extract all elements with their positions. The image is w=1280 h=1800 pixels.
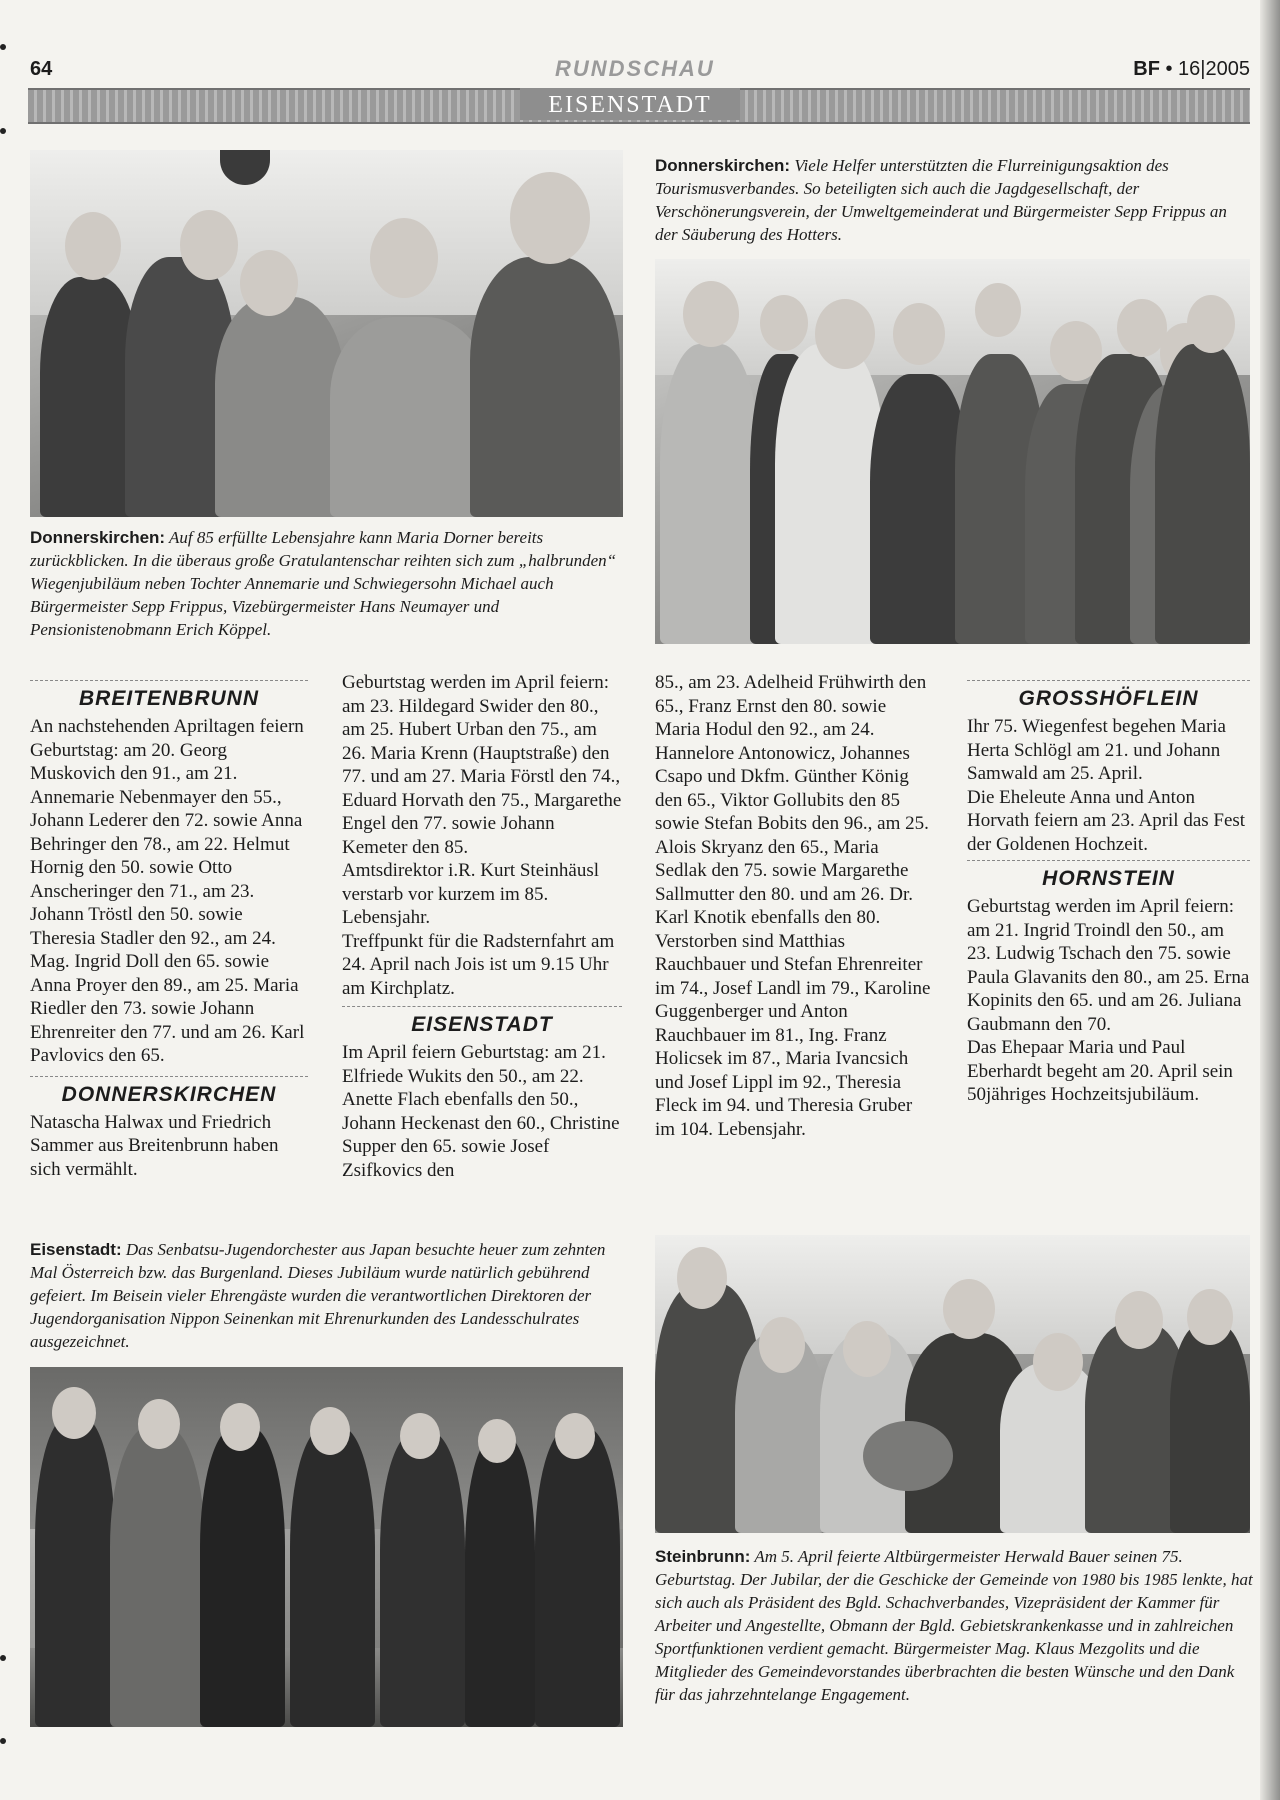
column-1 [30, 680, 308, 1181]
column-2 [342, 671, 622, 1182]
caption-place: Donnerskirchen: [30, 528, 166, 547]
article-donnerskirchen: Natascha Halwax und Friedrich Sammer aus Breitenbrunn haben sich vermählt. [30, 1111, 279, 1180]
photo-birthday-group [30, 150, 623, 517]
article-text: 85., am 23. Adelheid Frühwirth den 65., Franz Ernst den 80. sowie Maria Hodul den 92., am 24. Hannelore Antonowicz, Johannes Csapo und Dkfm. Günther König den 65., Viktor Gollubits den 85 sowie Stefan Bobits den 96., am 25. Alois Skryanz den 65., Maria Sedlak den 75. sowie Margarethe Sallmutter den 80. und am 26. Dr. Karl Knotik ebenfalls den 80. [655, 672, 929, 928]
caption-place: Donnerskirchen: [655, 156, 791, 175]
margin-mark [0, 1738, 6, 1744]
margin-mark [0, 44, 6, 50]
column-3 [655, 671, 933, 1141]
article-text: Treffpunkt für die Radsternfahrt am 24. April nach Jois ist um 9.15 Uhr am Kirchplatz. [342, 930, 615, 999]
caption-steinbrunn [655, 1545, 1255, 1706]
column-4 [967, 680, 1250, 1107]
caption-text: Am 5. April feierte Altbürgermeister Herwald Bauer seinen 75. Geburtstag. Der Jubilar, der die Geschicke der Gemeinde von 1980 bis 1985 lenkte, hat sich auch als Präsident des Bgld. Schachverbandes, Vizepräsident der Kammer für Arbeiter und Angestellte, Obmann der Bgld. Gebietskrankenkasse und in zahlreichen Sportfunktionen verdient gemacht. Bürgermeister Mag. Klaus Mezgolits und die Mitglieder des Gemeindevorstandes überbrachten die besten Wünsche und den Dank für das jahrzehntelange Engagement. [655, 1547, 1253, 1704]
caption-cleanup [655, 154, 1250, 246]
section-title-hornstein: HORNSTEIN [967, 860, 1250, 895]
caption-birthday [30, 526, 630, 641]
caption-orchestra [30, 1238, 630, 1353]
article-eisenstadt: Im April feiern Geburtstag: am 21. Elfriede Wukits den 50., am 22. Anette Flach ebenfalls den 50., Johann Heckenast den 60., Christine Supper den 65. sowie Josef Zsifkovics den [342, 1042, 620, 1181]
photo-orchestra-awards [30, 1367, 623, 1727]
photo-cleanup-volunteers [655, 259, 1250, 644]
page-binding-shadow [1260, 0, 1280, 1800]
section-title-grosshoflein: GROSSHÖFLEIN [967, 680, 1250, 715]
article-text: Die Eheleute Anna und Anton Horvath feiern am 23. April das Fest der Goldenen Hochzeit. [967, 786, 1246, 855]
caption-text: Das Senbatsu-Jugendorchester aus Japan besuchte heuer zum zehnten Mal Österreich bzw. das Burgenland. Dieses Jubiläum wurde natürlich gebührend gefeiert. Im Beisein vieler Ehrengäste wurden die verantwortlichen Direktoren der Jugendorganisation Nippon Seinenkan mit Ehrenurkunden des Landesschulrates ausgezeichnet. [30, 1240, 606, 1351]
article-text: Amtsdirektor i.R. Kurt Steinhäusl verstarb vor kurzem im 85. Lebensjahr. [342, 860, 600, 928]
caption-text: Viele Helfer unterstützten die Flurreinigungsaktion des Tourismusverbandes. So beteiligten sich auch die Jagdgesellschaft, der Verschönerungsverein, der Umweltgemeinderat und Bürgermeister Sepp Frippus an der Säuberung des Hotters. [655, 156, 1227, 244]
article-text: Ihr 75. Wiegenfest begehen Maria Herta Schlögl am 21. und Johann Samwald am 25. April. [967, 716, 1226, 784]
margin-mark [0, 1655, 6, 1661]
magazine-section: RUNDSCHAU [555, 56, 715, 81]
caption-text: Auf 85 erfüllte Lebensjahre kann Maria Dorner bereits zurückblicken. In die überaus große Gratulantenschar reihten sich zum „halbrunden“ Wiegenjubiläum neben Tochter Annemarie und Schwiegersohn Michael auch Bürgermeister Sepp Frippus, Vizebürgermeister Hans Neumayer und Pensionistenobmann Erich Köppel. [30, 528, 617, 639]
brand-label: BF [1133, 58, 1160, 80]
caption-place: Steinbrunn: [655, 1547, 751, 1566]
issue-info [1133, 58, 1250, 81]
article-text: Geburtstag werden im April feiern: am 23. Hildegard Swider den 80., am 25. Hubert Urban den 75., am 26. Maria Krenn (Hauptstraße) den 77. und am 27. Maria Förstl den 74., Eduard Horvath den 75., Margarethe Engel den 77. sowie Johann Kemeter den 85. [342, 672, 622, 858]
article-text: Das Ehepaar Maria und Paul Eberhardt begeht am 20. April sein 50jähriges Hochzeitsjubiläum. [967, 1037, 1233, 1105]
article-text: Geburtstag werden im April feiern: am 21. Ingrid Troindl den 50., am 23. Ludwig Tschach den 75. sowie Paula Glavanits den 80., am 25. Erna Kopinits den 65. und am 26. Juliana Gaubmann den 70. [967, 896, 1250, 1035]
section-title-donnerskirchen: DONNERSKIRCHEN [30, 1076, 308, 1111]
caption-place: Eisenstadt: [30, 1240, 122, 1259]
page-number: 64 [30, 58, 53, 80]
issue-number: • 16|2005 [1165, 58, 1250, 80]
article-breitenbrunn: An nachstehenden Apriltagen feiern Geburtstag: am 20. Georg Muskovich den 91., am 21. Annemarie Nebenmayer den 55., Johann Lederer den 72. sowie Anna Behringer den 78., am 22. Helmut Hornig den 50. sowie Otto Anscheringer den 71., am 23. Johann Tröstl den 50. sowie Theresia Stadler den 92., am 24. Mag. Ingrid Doll den 65. sowie Anna Proyer den 89., am 25. Maria Riedler den 73. sowie Johann Ehrenreiter den 77. und am 26. Karl Pavlovics den 65. [30, 716, 305, 1066]
photo-birthday-mayor [655, 1235, 1250, 1533]
section-title-breitenbrunn: BREITENBRUNN [30, 680, 308, 715]
region-title: EISENSTADT [520, 88, 740, 120]
margin-mark [0, 128, 6, 134]
article-text: Verstorben sind Matthias Rauchbauer und Stefan Ehrenreiter im 74., Josef Landl im 79., Karoline Guggenberger und Anton Rauchbauer im 81., Ing. Franz Holicsek im 87., Maria Ivancsich und Josef Lippl im 92., Theresia Fleck im 94. und Theresia Gruber im 104. Lebensjahr. [655, 930, 931, 1140]
section-title-eisenstadt: EISENSTADT [342, 1006, 622, 1041]
